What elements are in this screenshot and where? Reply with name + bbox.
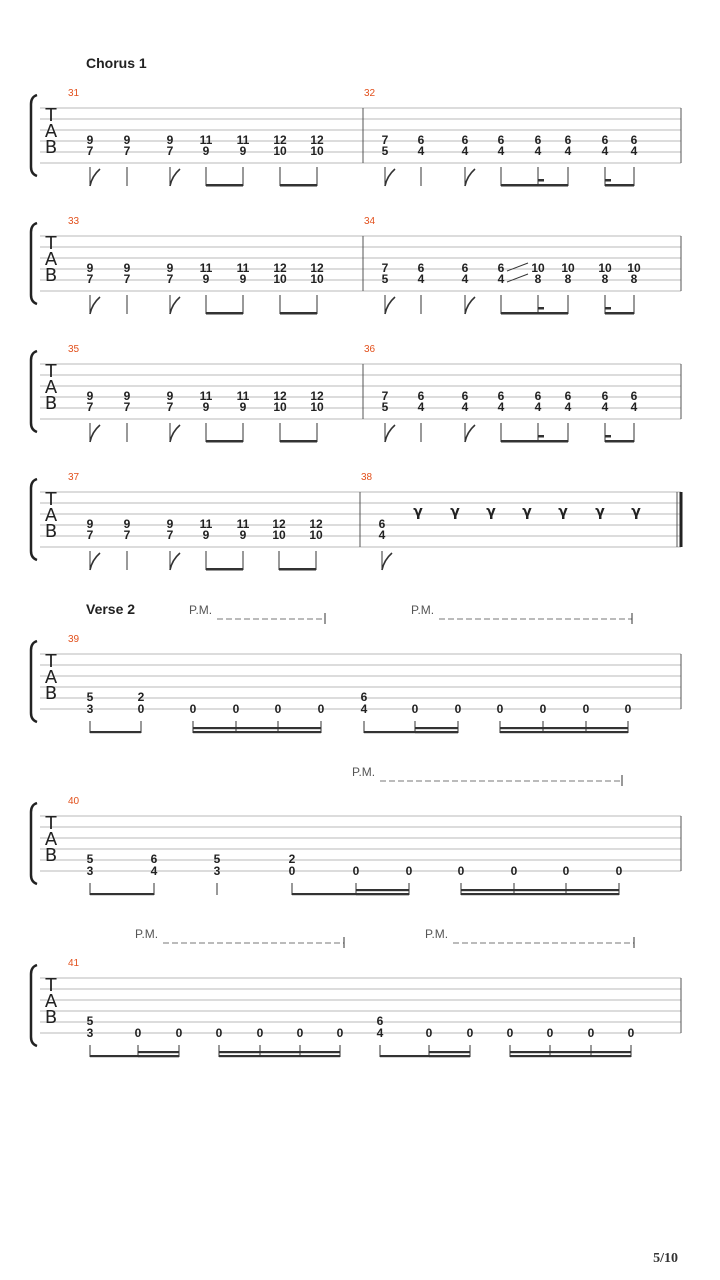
fret-number: 9 xyxy=(166,261,174,275)
fret-number: 9 xyxy=(202,144,210,158)
fret-number: 12 xyxy=(273,261,287,275)
fret-number: 6 xyxy=(564,133,572,147)
beam xyxy=(461,889,619,891)
beam xyxy=(605,440,634,443)
fret-number: 7 xyxy=(86,528,94,542)
note-flag xyxy=(170,169,180,186)
fret-number: 6 xyxy=(630,133,638,147)
beam xyxy=(538,307,544,310)
fret-number: 9 xyxy=(166,133,174,147)
beam xyxy=(415,731,458,733)
tab-system xyxy=(31,88,681,187)
note-flag xyxy=(465,169,475,186)
tab-clef-letter: A xyxy=(44,377,58,398)
palm-mute-group xyxy=(352,765,622,786)
system-bracket xyxy=(31,641,37,722)
fret-number: 12 xyxy=(310,261,324,275)
beam xyxy=(280,440,317,443)
fret-number: 4 xyxy=(461,272,469,286)
note-flag xyxy=(90,169,100,186)
tab-system xyxy=(31,958,681,1057)
eighth-rest: γ xyxy=(595,504,605,520)
note-flag xyxy=(90,425,100,442)
tab-system xyxy=(31,216,681,315)
fret-number: 4 xyxy=(630,400,638,414)
beam xyxy=(510,1055,631,1057)
fret-number: 7 xyxy=(123,528,131,542)
palm-mute-label: P.M. xyxy=(352,765,376,779)
fret-number: 8 xyxy=(601,272,609,286)
fret-number: 0 xyxy=(411,702,419,716)
beam xyxy=(429,1055,470,1057)
note-flag xyxy=(170,553,180,570)
beam xyxy=(219,1055,340,1057)
eighth-rest: γ xyxy=(450,504,460,520)
fret-number: 0 xyxy=(546,1026,554,1040)
fret-number: 10 xyxy=(531,261,545,275)
fret-number: 7 xyxy=(86,400,94,414)
slide-line xyxy=(507,263,528,271)
fret-number: 9 xyxy=(239,272,247,286)
fret-number: 6 xyxy=(360,690,368,704)
fret-number: 4 xyxy=(461,144,469,158)
fret-number: 12 xyxy=(309,517,323,531)
fret-number: 6 xyxy=(497,133,505,147)
beam xyxy=(605,184,634,187)
tab-clef-letter: B xyxy=(44,845,58,866)
beam xyxy=(206,568,243,571)
tab-system xyxy=(31,796,681,895)
measure-number: 33 xyxy=(68,216,80,227)
fret-number: 11 xyxy=(236,389,250,403)
system-bracket xyxy=(31,223,37,304)
fret-number: 7 xyxy=(381,261,389,275)
fret-number: 7 xyxy=(166,400,174,414)
palm-mute-label: P.M. xyxy=(135,927,159,941)
eighth-rest: γ xyxy=(558,504,568,520)
fret-number: 0 xyxy=(232,702,240,716)
fret-number: 5 xyxy=(381,272,389,286)
eighth-rest: γ xyxy=(413,504,423,520)
fret-number: 11 xyxy=(236,133,250,147)
fret-number: 7 xyxy=(166,272,174,286)
fret-number: 9 xyxy=(239,144,247,158)
fret-number: 12 xyxy=(310,133,324,147)
measure-number: 39 xyxy=(68,634,80,645)
beam xyxy=(461,893,619,895)
fret-number: 6 xyxy=(564,389,572,403)
measure-number: 38 xyxy=(361,472,373,483)
fret-number: 0 xyxy=(457,864,465,878)
fret-number: 7 xyxy=(123,144,131,158)
tab-clef-letter: T xyxy=(45,651,57,672)
fret-number: 7 xyxy=(86,144,94,158)
tab-clef-letter: B xyxy=(44,521,58,542)
fret-number: 4 xyxy=(630,144,638,158)
fret-number: 0 xyxy=(137,702,145,716)
tab-systems xyxy=(31,88,683,1057)
palm-mute-group xyxy=(189,603,632,624)
fret-number: 0 xyxy=(587,1026,595,1040)
fret-number: 9 xyxy=(202,528,210,542)
beam xyxy=(193,727,321,729)
fret-number: 0 xyxy=(296,1026,304,1040)
fret-number: 6 xyxy=(150,852,158,866)
fret-number: 0 xyxy=(215,1026,223,1040)
fret-number: 8 xyxy=(534,272,542,286)
fret-number: 9 xyxy=(166,517,174,531)
fret-number: 4 xyxy=(360,702,368,716)
fret-number: 11 xyxy=(199,261,213,275)
fret-number: 10 xyxy=(272,528,286,542)
fret-number: 3 xyxy=(213,864,221,878)
note-flag xyxy=(465,425,475,442)
beam xyxy=(356,889,409,891)
fret-number: 9 xyxy=(123,517,131,531)
fret-number: 0 xyxy=(405,864,413,878)
fret-number: 6 xyxy=(376,1014,384,1028)
beam xyxy=(356,893,409,895)
note-flag xyxy=(90,553,100,570)
fret-number: 9 xyxy=(123,389,131,403)
fret-number: 9 xyxy=(202,400,210,414)
fret-number: 9 xyxy=(86,133,94,147)
fret-number: 7 xyxy=(166,144,174,158)
beam xyxy=(605,307,611,310)
system-bracket xyxy=(31,965,37,1046)
fret-number: 4 xyxy=(564,400,572,414)
fret-number: 10 xyxy=(310,144,324,158)
fret-number: 7 xyxy=(123,400,131,414)
tab-clef-letter: T xyxy=(45,105,57,126)
fret-number: 0 xyxy=(454,702,462,716)
eighth-rest: γ xyxy=(631,504,641,520)
measure-number: 31 xyxy=(68,88,80,99)
note-flag xyxy=(382,553,392,570)
measure-number: 40 xyxy=(68,796,80,807)
tab-clef-letter: A xyxy=(44,667,58,688)
fret-number: 9 xyxy=(86,517,94,531)
beam xyxy=(500,731,628,733)
fret-number: 6 xyxy=(601,389,609,403)
tab-clef-letter: B xyxy=(44,137,58,158)
beam xyxy=(605,435,611,438)
fret-number: 5 xyxy=(381,144,389,158)
fret-number: 9 xyxy=(239,528,247,542)
system-bracket xyxy=(31,803,37,884)
tab-clef-letter: B xyxy=(44,393,58,414)
fret-number: 5 xyxy=(86,1014,94,1028)
tab-clef-letter: A xyxy=(44,829,58,850)
fret-number: 4 xyxy=(534,400,542,414)
fret-number: 6 xyxy=(417,261,425,275)
beam xyxy=(500,727,628,729)
fret-number: 6 xyxy=(497,389,505,403)
fret-number: 4 xyxy=(497,144,505,158)
page-number: 5/10 xyxy=(653,1251,678,1266)
section-title-chorus: Chorus 1 xyxy=(86,55,147,71)
fret-number: 4 xyxy=(150,864,158,878)
fret-number: 5 xyxy=(381,400,389,414)
fret-number: 10 xyxy=(273,400,287,414)
tab-clef-letter: T xyxy=(45,489,57,510)
fret-number: 4 xyxy=(417,144,425,158)
tab-clef-letter: T xyxy=(45,233,57,254)
fret-number: 12 xyxy=(273,389,287,403)
tab-system xyxy=(31,634,681,733)
fret-number: 0 xyxy=(189,702,197,716)
fret-number: 7 xyxy=(86,272,94,286)
fret-number: 9 xyxy=(202,272,210,286)
beam xyxy=(279,568,316,571)
beam xyxy=(605,312,634,315)
fret-number: 4 xyxy=(461,400,469,414)
fret-number: 9 xyxy=(86,261,94,275)
fret-number: 5 xyxy=(213,852,221,866)
fret-number: 2 xyxy=(137,690,145,704)
measure-number: 32 xyxy=(364,88,376,99)
fret-number: 7 xyxy=(381,133,389,147)
beam xyxy=(501,440,568,443)
fret-number: 11 xyxy=(236,517,250,531)
fret-number: 4 xyxy=(564,144,572,158)
fret-number: 10 xyxy=(310,272,324,286)
fret-number: 3 xyxy=(86,1026,94,1040)
fret-number: 0 xyxy=(562,864,570,878)
tab-clef-letter: T xyxy=(45,361,57,382)
fret-number: 0 xyxy=(336,1026,344,1040)
fret-number: 10 xyxy=(627,261,641,275)
measure-number: 35 xyxy=(68,344,80,355)
fret-number: 0 xyxy=(317,702,325,716)
system-bracket xyxy=(31,95,37,176)
fret-number: 0 xyxy=(288,864,296,878)
tab-clef-letter: A xyxy=(44,249,58,270)
slide-line xyxy=(507,274,528,282)
fret-number: 0 xyxy=(582,702,590,716)
beam xyxy=(538,435,544,438)
tab-clef-letter: B xyxy=(44,683,58,704)
beam xyxy=(605,179,611,182)
note-flag xyxy=(170,297,180,314)
fret-number: 0 xyxy=(175,1026,183,1040)
fret-number: 6 xyxy=(461,133,469,147)
fret-number: 12 xyxy=(310,389,324,403)
palm-mute-label: P.M. xyxy=(189,603,213,617)
measure-number: 37 xyxy=(68,472,80,483)
fret-number: 0 xyxy=(510,864,518,878)
beam xyxy=(90,893,154,895)
tab-clef-letter: A xyxy=(44,991,58,1012)
fret-number: 0 xyxy=(256,1026,264,1040)
fret-number: 7 xyxy=(123,272,131,286)
fret-number: 9 xyxy=(123,261,131,275)
measure-number: 36 xyxy=(364,344,376,355)
beam xyxy=(193,731,321,733)
fret-number: 4 xyxy=(601,400,609,414)
fret-number: 4 xyxy=(497,400,505,414)
beam xyxy=(219,1051,340,1053)
fret-number: 9 xyxy=(86,389,94,403)
fret-number: 3 xyxy=(86,864,94,878)
note-flag xyxy=(465,297,475,314)
fret-number: 9 xyxy=(239,400,247,414)
fret-number: 0 xyxy=(627,1026,635,1040)
beam xyxy=(206,312,243,315)
fret-number: 6 xyxy=(630,389,638,403)
fret-number: 4 xyxy=(417,400,425,414)
tab-clef-letter: B xyxy=(44,1007,58,1028)
fret-number: 0 xyxy=(425,1026,433,1040)
beam xyxy=(138,1051,179,1053)
fret-number: 10 xyxy=(273,272,287,286)
tab-clef-letter: T xyxy=(45,813,57,834)
palm-mute-group xyxy=(135,927,634,948)
fret-number: 9 xyxy=(166,389,174,403)
final-barline xyxy=(680,492,683,547)
tab-system xyxy=(31,344,681,443)
note-flag xyxy=(90,297,100,314)
fret-number: 0 xyxy=(134,1026,142,1040)
fret-number: 4 xyxy=(378,528,386,542)
beam xyxy=(538,179,544,182)
eighth-rest: γ xyxy=(486,504,496,520)
note-flag xyxy=(385,297,395,314)
tab-system xyxy=(31,472,683,571)
palm-mute-label: P.M. xyxy=(411,603,435,617)
beam xyxy=(501,184,568,187)
tab-clef-letter: B xyxy=(44,265,58,286)
measure-number: 34 xyxy=(364,216,376,227)
beam xyxy=(415,727,458,729)
fret-number: 7 xyxy=(166,528,174,542)
fret-number: 6 xyxy=(534,133,542,147)
fret-number: 4 xyxy=(417,272,425,286)
beam xyxy=(206,440,243,443)
fret-number: 12 xyxy=(273,133,287,147)
beam xyxy=(280,312,317,315)
fret-number: 11 xyxy=(199,389,213,403)
beam xyxy=(280,184,317,187)
fret-number: 12 xyxy=(272,517,286,531)
beam xyxy=(510,1051,631,1053)
fret-number: 7 xyxy=(381,389,389,403)
tab-clef-letter: T xyxy=(45,975,57,996)
fret-number: 10 xyxy=(561,261,575,275)
fret-number: 6 xyxy=(461,389,469,403)
fret-number: 6 xyxy=(497,261,505,275)
fret-number: 0 xyxy=(352,864,360,878)
tab-clef-letter: A xyxy=(44,121,58,142)
fret-number: 4 xyxy=(497,272,505,286)
fret-number: 10 xyxy=(273,144,287,158)
section-title-verse: Verse 2 xyxy=(86,601,136,617)
fret-number: 0 xyxy=(274,702,282,716)
fret-number: 6 xyxy=(601,133,609,147)
fret-number: 8 xyxy=(630,272,638,286)
note-flag xyxy=(170,425,180,442)
system-bracket xyxy=(31,479,37,560)
eighth-rest: γ xyxy=(522,504,532,520)
fret-number: 5 xyxy=(86,690,94,704)
fret-number: 9 xyxy=(123,133,131,147)
beam xyxy=(429,1051,470,1053)
fret-number: 10 xyxy=(310,400,324,414)
tab-clef-letter: A xyxy=(44,505,58,526)
fret-number: 0 xyxy=(539,702,547,716)
beam xyxy=(90,731,141,733)
fret-number: 3 xyxy=(86,702,94,716)
fret-number: 0 xyxy=(506,1026,514,1040)
fret-number: 0 xyxy=(466,1026,474,1040)
fret-number: 6 xyxy=(417,389,425,403)
fret-number: 8 xyxy=(564,272,572,286)
fret-number: 6 xyxy=(417,133,425,147)
fret-number: 6 xyxy=(378,517,386,531)
fret-number: 0 xyxy=(624,702,632,716)
palm-mute-label: P.M. xyxy=(425,927,449,941)
fret-number: 4 xyxy=(534,144,542,158)
measure-number: 41 xyxy=(68,958,80,969)
fret-number: 10 xyxy=(309,528,323,542)
fret-number: 6 xyxy=(534,389,542,403)
beam xyxy=(138,1055,179,1057)
fret-number: 11 xyxy=(199,133,213,147)
fret-number: 2 xyxy=(288,852,296,866)
fret-number: 11 xyxy=(199,517,213,531)
beam xyxy=(206,184,243,187)
note-flag xyxy=(385,425,395,442)
fret-number: 6 xyxy=(461,261,469,275)
system-bracket xyxy=(31,351,37,432)
fret-number: 11 xyxy=(236,261,250,275)
fret-number: 10 xyxy=(598,261,612,275)
fret-number: 4 xyxy=(601,144,609,158)
fret-number: 4 xyxy=(376,1026,384,1040)
fret-number: 0 xyxy=(615,864,623,878)
note-flag xyxy=(385,169,395,186)
beam xyxy=(501,312,568,315)
fret-number: 5 xyxy=(86,852,94,866)
fret-number: 0 xyxy=(496,702,504,716)
